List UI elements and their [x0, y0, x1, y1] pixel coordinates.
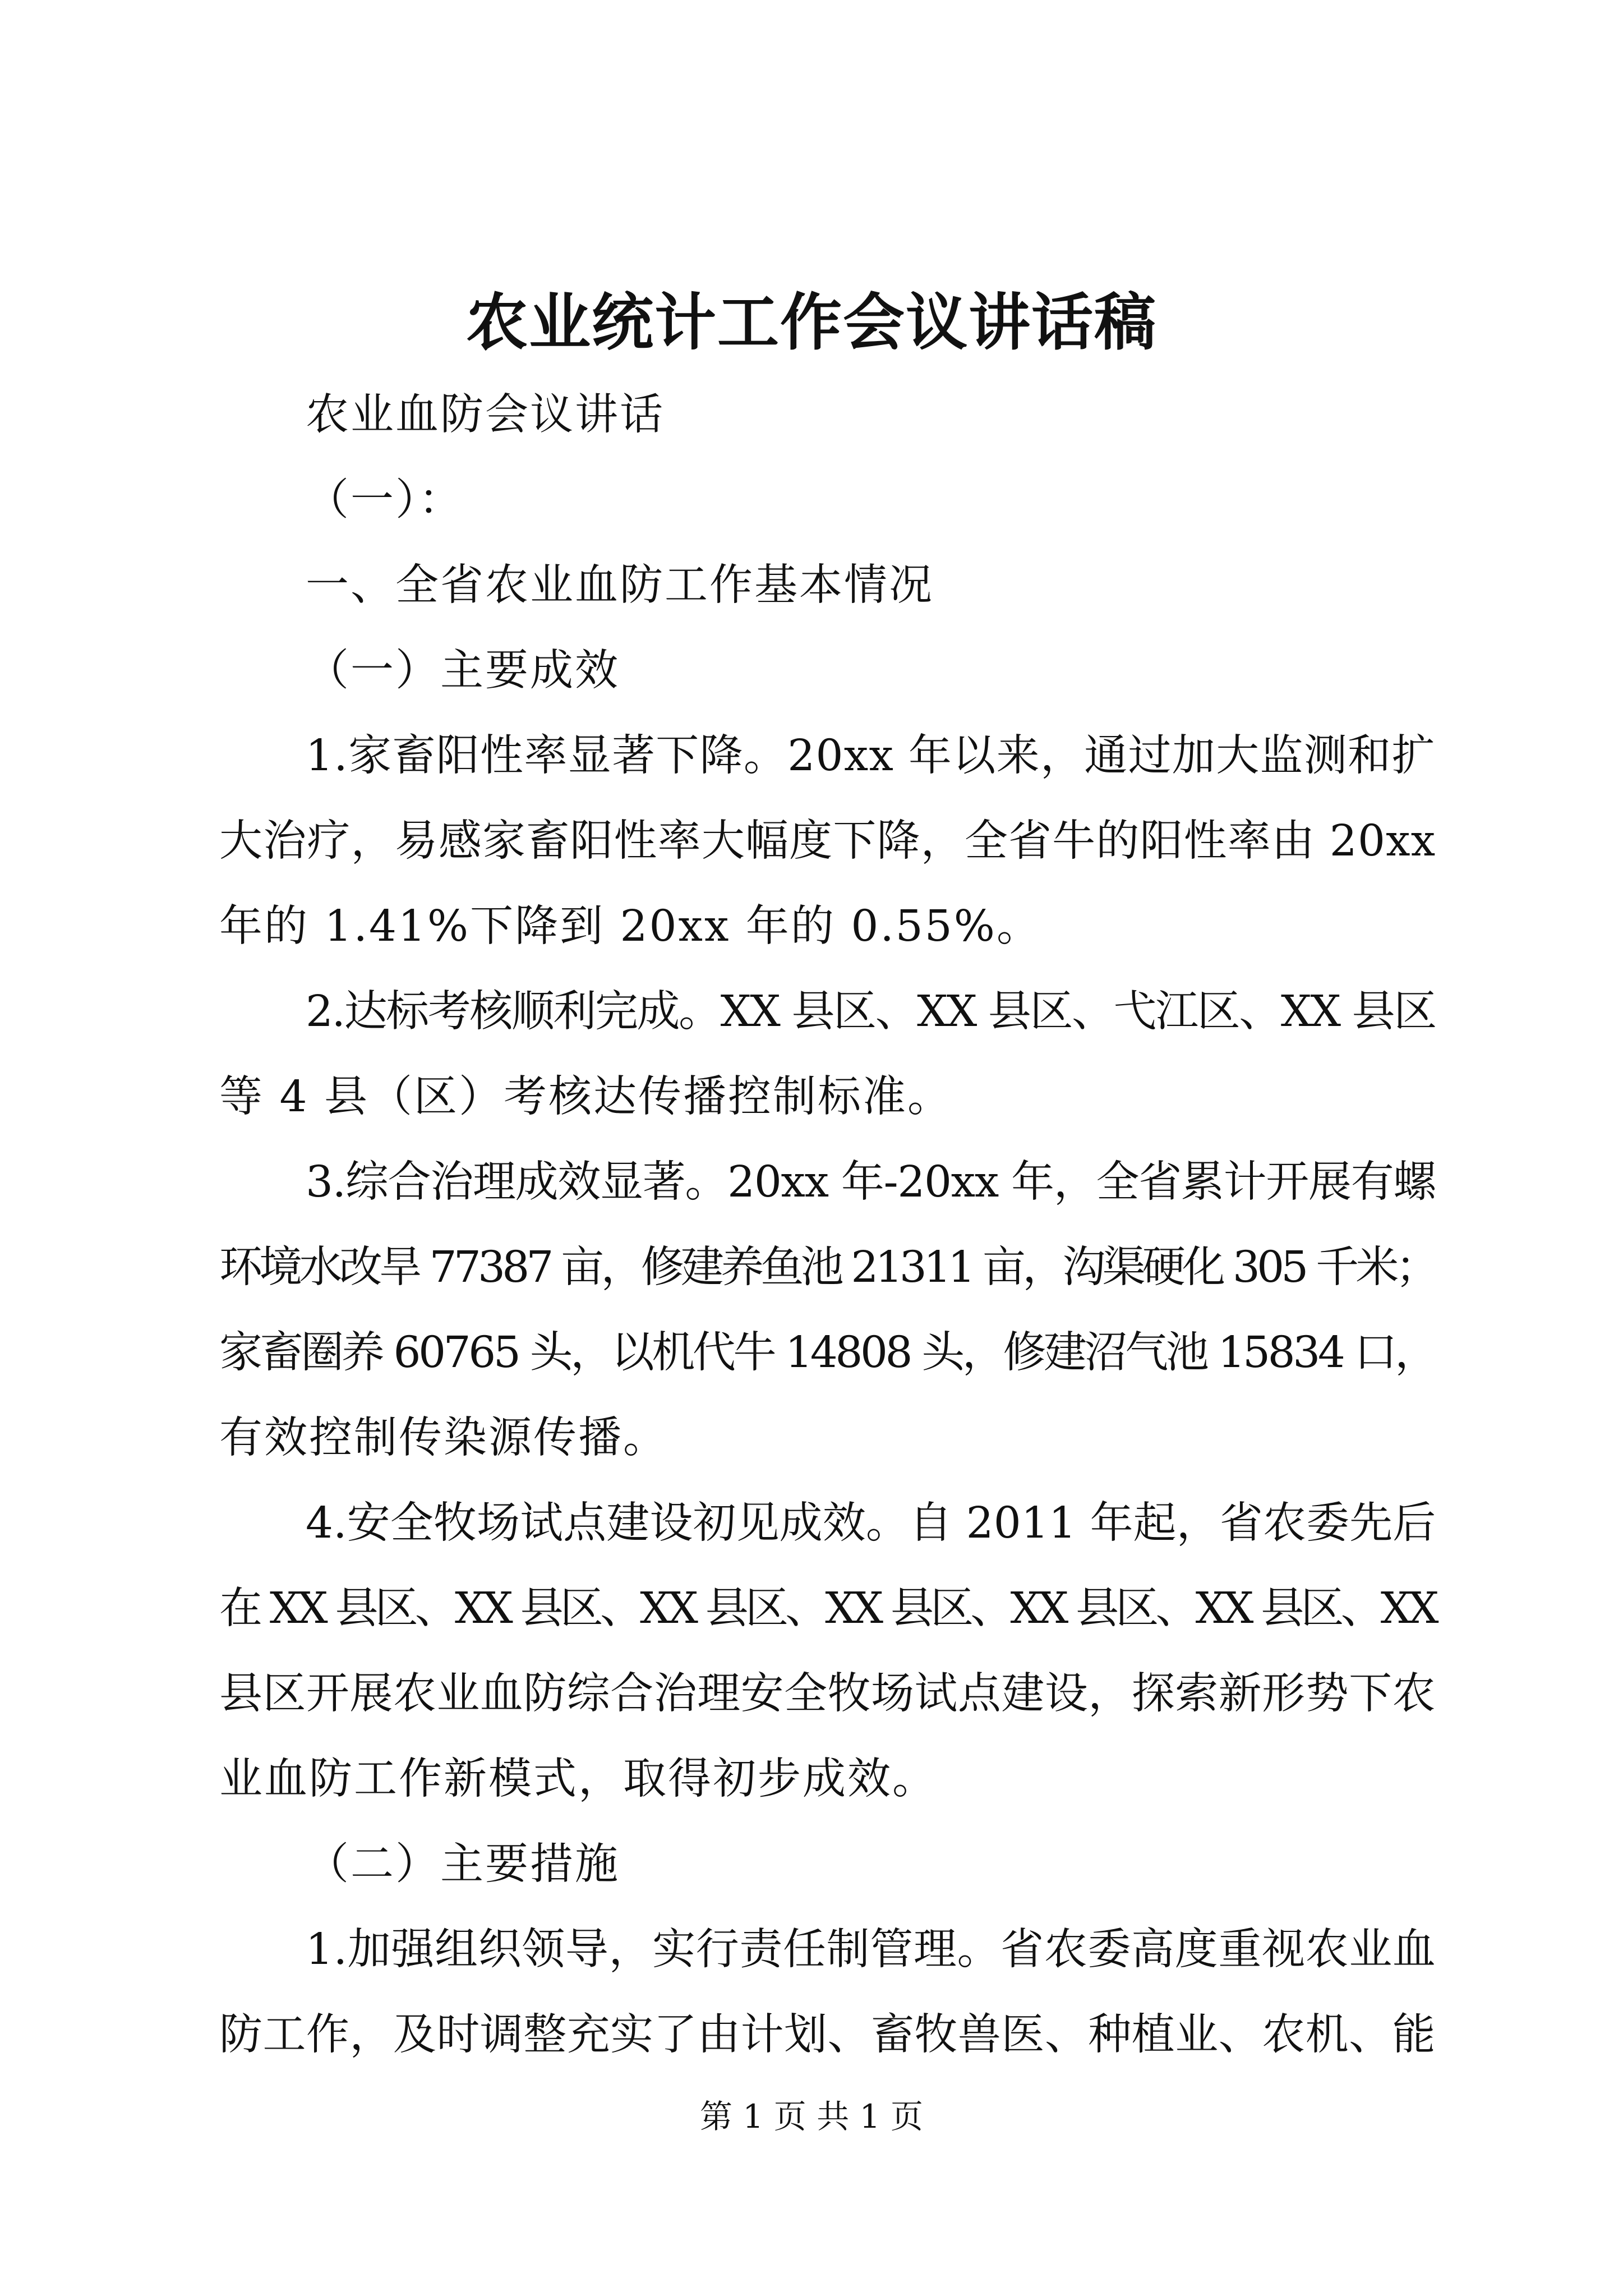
body-line: 3.综合治理成效显著。20xx 年-20xx 年，全省累计开展有螺 [306, 1157, 1436, 1207]
page-footer: 第 1 页 共 1 页 [700, 2097, 923, 2136]
body-line: （一）： [306, 475, 464, 525]
body-line: 农业血防会议讲话 [306, 390, 665, 440]
body-line: 1.加强组织领导，实行责任制管理。省农委高度重视农业血 [306, 1925, 1436, 1975]
body-line: （一）主要成效 [306, 646, 620, 696]
body-line: 家畜圈养 60765 头，以机代牛 14808 头，修建沼气池 15834 口， [219, 1328, 1436, 1378]
body-line: 防工作，及时调整充实了由计划、畜牧兽医、种植业、农机、能 [219, 2010, 1436, 2060]
body-line: 等 4 县（区）考核达传播控制标准。 [219, 1072, 952, 1122]
body-line: （二）主要措施 [306, 1839, 620, 1889]
body-line: 有效控制传染源传播。 [219, 1413, 668, 1463]
body-line: 2.达标考核顺利完成。XX 县区、XX 县区、弋江区、XX 县区 [306, 987, 1436, 1037]
body-line: 一、全省农业血防工作基本情况 [306, 560, 934, 610]
body-line: 在 XX 县区、XX 县区、XX 县区、XX 县区、XX 县区、XX 县区、XX [219, 1584, 1436, 1634]
body-line: 县区开展农业血防综合治理安全牧场试点建设，探索新形势下农 [219, 1669, 1436, 1719]
body-line: 大治疗，易感家畜阳性率大幅度下降，全省牛的阳性率由 20xx [219, 816, 1436, 866]
body-line: 年的 1.41%下降到 20xx 年的 0.55%。 [219, 901, 1041, 951]
body-line: 业血防工作新模式，取得初步成效。 [219, 1754, 937, 1804]
document-title: 农业统计工作会议讲话稿 [466, 286, 1157, 358]
body-line: 4.安全牧场试点建设初见成效。自 2011 年起，省农委先后 [306, 1498, 1436, 1548]
body-line: 环境水改旱 77387 亩，修建养鱼池 21311 亩，沟渠硬化 305 千米； [219, 1243, 1436, 1292]
body-line: 1.家畜阳性率显著下降。20xx 年以来，通过加大监测和扩 [306, 731, 1436, 781]
